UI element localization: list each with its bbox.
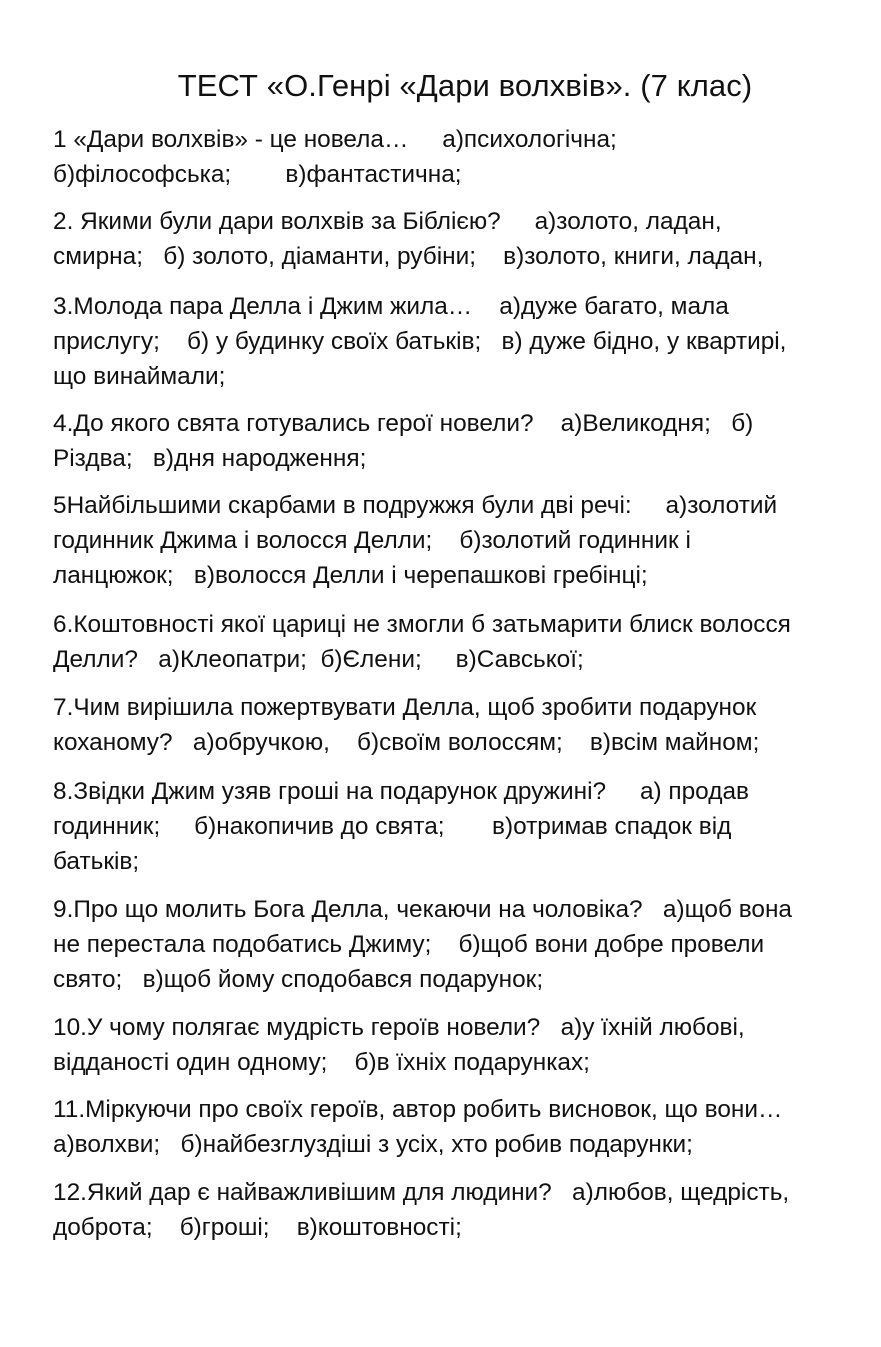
question-6-line-1: 6.Коштовності якої цариці не змогли б затьмарити блиск волосся — [53, 611, 791, 638]
question-8 — [53, 774, 853, 879]
question-1 — [53, 122, 853, 192]
question-11-line-2: а)волхви; б)найбезглуздіші з усіх, хто робив подарунки; — [53, 1131, 693, 1158]
question-5-line-1: 5Найбільшими скарбами в подружжя були дві речі: а)золотий — [53, 492, 778, 519]
question-4-line-2: Різдва; в)дня народження; — [53, 445, 367, 472]
question-8-line-1: 8.Звідки Джим узяв гроші на подарунок дружині? а) продав — [53, 778, 749, 805]
question-7-line-1: 7.Чим вирішила пожертвувати Делла, щоб зробити подарунок — [53, 694, 757, 721]
question-list — [53, 122, 853, 1259]
question-8-line-2: годинник; б)накопичив до свята; в)отримав спадок від — [53, 813, 732, 840]
question-10-line-2: відданості один одному; б)в їхніх подарунках; — [53, 1049, 590, 1076]
question-3 — [53, 289, 853, 394]
question-9-line-2: не перестала подобатись Джиму; б)щоб вони добре провели — [53, 931, 765, 958]
question-4 — [53, 406, 853, 476]
question-1-line-2: б)філософська; в)фантастична; — [53, 161, 462, 188]
question-12-line-1: 12.Який дар є найважливішим для людини? а)любов, щедрість, — [53, 1179, 790, 1206]
question-12 — [53, 1175, 853, 1245]
question-3-line-1: 3.Молода пара Делла і Джим жила… а)дуже багато, мала — [53, 293, 729, 320]
question-7 — [53, 690, 853, 760]
question-5-line-3: ланцюжок; в)волосся Делли і черепашкові гребінці; — [53, 562, 648, 589]
question-2 — [53, 204, 853, 274]
question-10-line-1: 10.У чому полягає мудрість героїв новели? а)у їхній любові, — [53, 1014, 745, 1041]
question-4-line-1: 4.До якого свята готувались герої новели? а)Великодня; б) — [53, 410, 754, 437]
question-11 — [53, 1092, 853, 1162]
question-6 — [53, 607, 853, 677]
question-5 — [53, 488, 853, 593]
page-title: ТЕСТ «О.Генрі «Дари волхвів». (7 клас) — [177, 68, 753, 103]
question-9-line-3: свято; в)щоб йому сподобався подарунок; — [53, 966, 544, 993]
question-11-line-1: 11.Міркуючи про своїх героїв, автор робить висновок, що вони… — [53, 1096, 783, 1123]
question-2-line-1: 2. Якими були дари волхвів за Біблією? а)золото, ладан, — [53, 208, 722, 235]
question-6-line-2: Делли? а)Клеопатри; б)Єлени; в)Савської; — [53, 646, 584, 673]
question-12-line-2: доброта; б)гроші; в)коштовності; — [53, 1214, 462, 1241]
question-5-line-2: годинник Джима і волосся Делли; б)золотий годинник і — [53, 527, 691, 554]
question-2-line-2: смирна; б) золото, діаманти, рубіни; в)золото, книги, ладан, — [53, 243, 764, 270]
question-9 — [53, 892, 853, 997]
question-7-line-2: коханому? а)обручкою, б)своїм волоссям; в)всім майном; — [53, 729, 760, 756]
question-1-line-1: 1 «Дари волхвів» - це новела… а)психологічна; — [53, 126, 617, 153]
question-9-line-1: 9.Про що молить Бога Делла, чекаючи на чоловіка? а)щоб вона — [53, 896, 792, 923]
question-3-line-2: прислугу; б) у будинку своїх батьків; в) дуже бідно, у квартирі, — [53, 328, 787, 355]
question-8-line-3: батьків; — [53, 848, 140, 875]
question-10 — [53, 1010, 853, 1080]
question-3-line-3: що винаймали; — [53, 363, 226, 390]
